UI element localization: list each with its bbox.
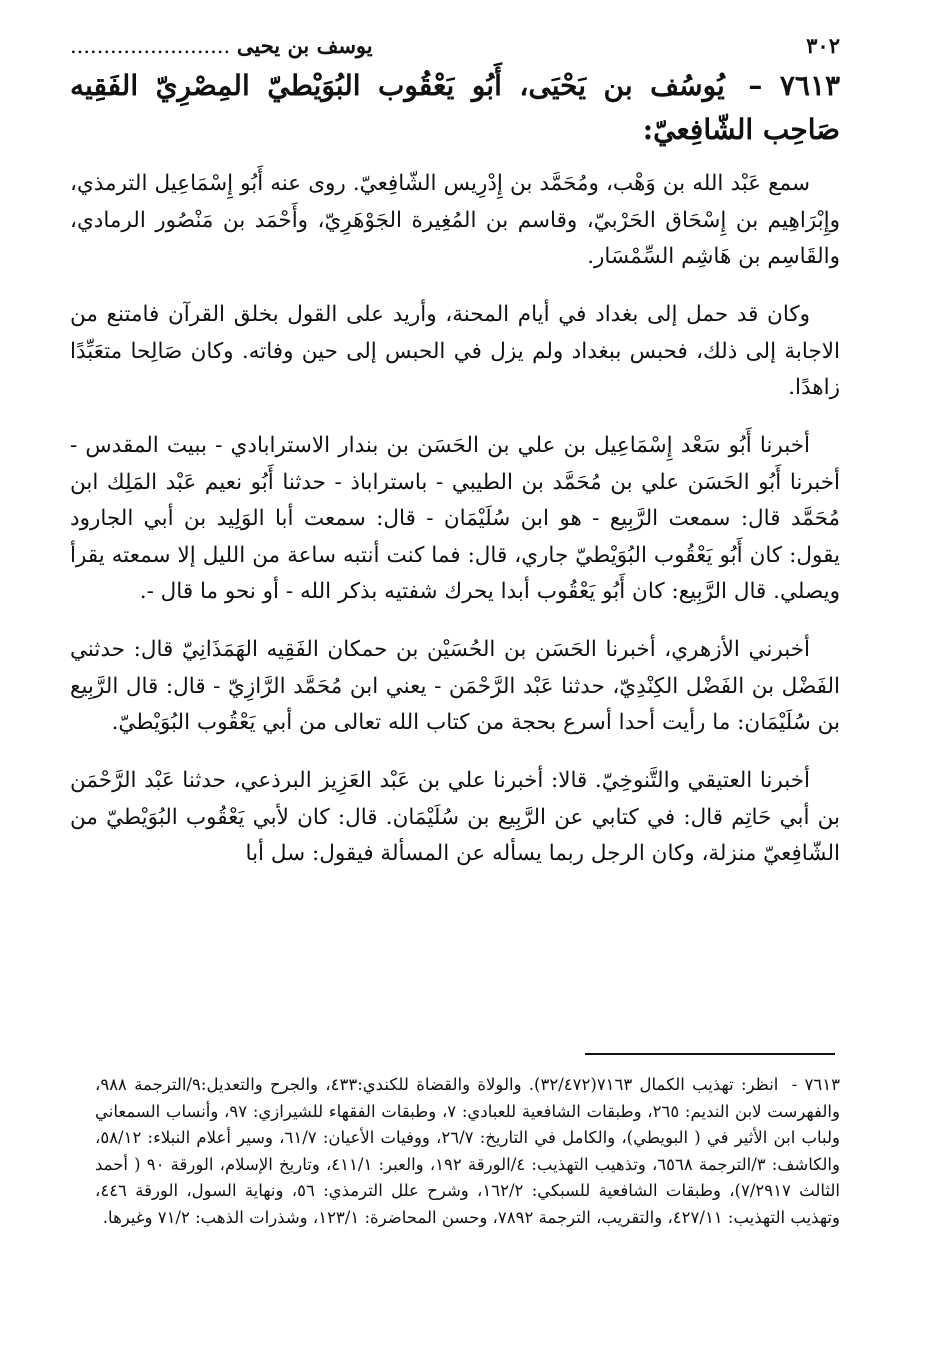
page-body [70,18,840,894]
paragraph-narration-piety: أخبرنا أَبُو سَعْد إِسْمَاعِيل بن علي بن الحَسَن بن بندار الاسترابادي - ببيت المقدس - أخبرنا أَبُو الحَسَن علي بن مُحَمَّد بن الطيبي - باستراباذ - حدثنا أَبُو نعيم عَبْد المَلِك ابن مُحَمَّد قال: سمعت الرَّبِيع - هو ابن سُلَيْمَان - قال: سمعت أبا الوَلِيد بن أبي الجارود يقول: كان أَبُو يَعْقُوب البُوَيْطيّ جاري، قال: فما كنت أنتبه ساعة من الليل إلا سمعته يقرأ ويصلي. قال الرَّبِيع: كان أَبُو يَعْقُوب أبدا يحرك شفتيه بذكر الله - أو نحو ما قال -. [70,433,840,604]
paragraph-narration-argument: أخبرني الأزهري، أخبرنا الحَسَن بن الحُسَيْن بن حمكان الفَقِيه الهَمَذَانِيّ قال: حدثني الفَضْل بن الفَضْل الكِنْدِيّ، حدثنا عَبْد الرَّحْمَن - يعني ابن مُحَمَّد الرَّازِيّ - قال: قال الرَّبِيع بن سُلَيْمَان: ما رأيت أحدا أسرع بحجة من كتاب الله تعالى من أبي يَعْقُوب البُوَيْطيّ. [70,637,840,735]
paragraph-mihna: وكان قد حمل إلى بغداد في أيام المحنة، وأريد على القول بخلق القرآن فامتنع من الاجابة إلى ذلك، فحبس ببغداد ولم يزل في الحبس إلى حين وفاته. وكان صَالِحا متعَبِّدًا زاهدًا. [70,302,840,400]
entry-heading [70,64,840,152]
paragraph-narration-status: أخبرنا العتيقي والتَّنوخِيّ. قالا: أخبرنا علي بن عَبْد العَزِيز البرذعي، حدثنا عَبْد الرَّحْمَن بن أبي حَاتِم قال: في كتابي عن الرَّبِيع بن سُلَيْمَان. قال: كان لأبي يَعْقُوب البُوَيْطيّ من الشّافِعيّ منزلة، وكان الرجل ربما يسأله عن المسألة فيقول: سل أبا [70,768,840,866]
footnote-number: ٧٦١٣ - [791,1075,840,1094]
running-header [70,18,840,58]
entry-number: ٧٦١٣ – [748,69,841,102]
running-title: يوسف بن يحيى ..... [70,33,373,58]
footnote-divider [585,1053,835,1055]
entry-title: يُوسُف بن يَحْيَى، أَبُو يَعْقُوب البُوَيْطيّ المِصْرِيّ الفَقِيه صَاحِب الشّافِعيّ: [70,69,840,146]
footnote [95,1072,840,1231]
page-number: ٣٠٢ [806,33,840,58]
footnote-text: انظر: تهذيب الكمال ٧١٦٣(٣٢/٤٧٢). والولاة والقضاة للكندي:٤٣٣، والجرح والتعديل:٩/الترجمة ٩٨٨، والفهرست لابن النديم: ٢٦٥، وطبقات الشافعية للعبادي: ٧، وطبقات الفقهاء للشيرازي: ٩٧، وأنساب السمعاني ولباب ابن الأثير في ( البويطي)، والكامل في التاريخ: ٢٦/٧، ووفيات الأعيان: ٦١/٧، وسير أعلام النبلاء: ٥٨/١٢، والكاشف: ٣/الترجمة ٦٥٦٨، وتذهيب التهذيب: ٤/الورقة ١٩٢، والعبر: ٤١١/١، وتاريخ الإسلام، الورقة ٩٠ ( أحمد الثالث ٧/٢٩١٧)، وطبقات الشافعية للسبكي: ١٦٢/٢، وشرح علل الترمذي: ٥٦، ونهاية السول، الورقة ٤٤٦، وتهذيب التهذيب: ٤٢٧/١١، والتقريب، الترجمة ٧٨٩٢، وحسن المحاضرة: ١٢٣/١، وشذرات الذهب: ٧١/٢ وغيرها. [95,1075,841,1227]
paragraph-teachers-students: سمع عَبْد الله بن وَهْب، ومُحَمَّد بن إِدْرِيس الشّافِعيّ. روى عنه أَبُو إِسْمَاعِيل الترمذي، وإِبْرَاهِيم بن إِسْحَاق الحَرْبيّ، وقاسم بن المُغِيرة الجَوْهَرِيّ، وأَحْمَد بن مَنْصُور الرمادي، والقَاسِم بن هَاشِم السِّمْسَار. [70,171,840,269]
